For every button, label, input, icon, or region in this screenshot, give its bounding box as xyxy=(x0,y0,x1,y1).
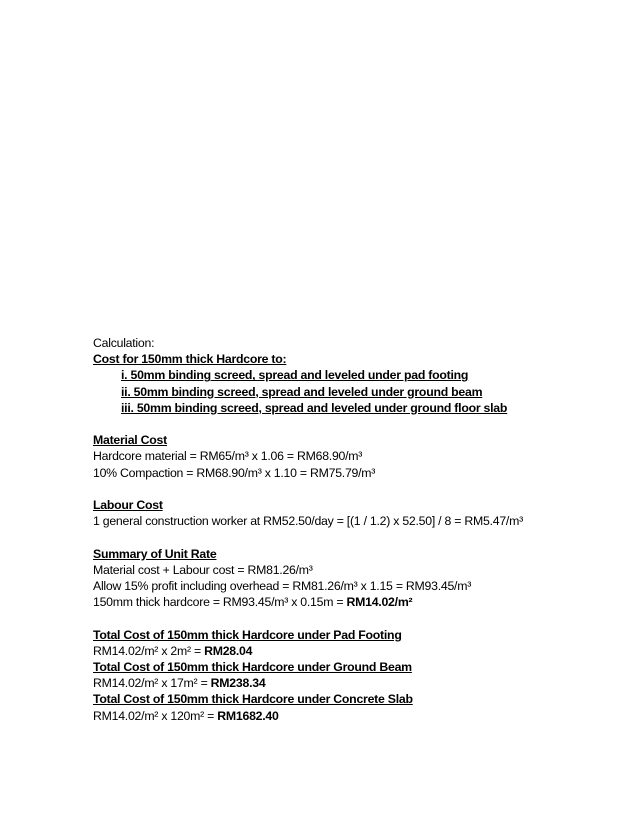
summary-line-3-calc: 150mm thick hardcore = RM93.45/m³ x 0.15m = xyxy=(93,595,347,610)
total-concrete-slab-line xyxy=(93,708,563,724)
total-pad-footing-heading: Total Cost of 150mm thick Hardcore under Pad Footing xyxy=(93,627,402,642)
material-line-2: 10% Compaction = RM68.90/m³ x 1.10 = RM75.79/m³ xyxy=(93,465,376,480)
summary-line-3-result: RM14.02/m² xyxy=(346,595,413,610)
total-pad-footing-result: RM28.04 xyxy=(204,643,253,658)
total-ground-beam-line xyxy=(93,675,563,691)
spacer xyxy=(93,481,563,497)
summary-line-3 xyxy=(93,594,563,610)
material-line-1: Hardcore material = RM65/m³ x 1.06 = RM68.90/m³ xyxy=(93,449,363,464)
labour-line: 1 general construction worker at RM52.50/day = [(1 / 1.2) x 52.50] / 8 = RM5.47/m³ xyxy=(93,514,523,529)
total-pad-footing-calc: RM14.02/m² x 2m² = xyxy=(93,643,205,658)
scope-item-2: ii. 50mm binding screed, spread and leveled under ground beam xyxy=(121,384,483,399)
total-concrete-slab-heading: Total Cost of 150mm thick Hardcore under Concrete Slab xyxy=(93,692,413,707)
summary-heading: Summary of Unit Rate xyxy=(93,546,217,561)
labour-cost-heading: Labour Cost xyxy=(93,498,163,512)
total-concrete-slab-calc: RM14.02/m² x 120m² = xyxy=(93,708,218,723)
total-ground-beam-heading: Total Cost of 150mm thick Hardcore under Ground Beam xyxy=(93,660,412,674)
calculation-section xyxy=(93,335,563,724)
spacer xyxy=(93,610,563,626)
total-ground-beam-result: RM238.34 xyxy=(210,676,266,691)
material-cost-heading: Material Cost xyxy=(93,433,167,448)
scope-item-3: iii. 50mm binding screed, spread and leveled under ground floor slab xyxy=(121,400,508,415)
scope-item-1: i. 50mm binding screed, spread and leveled under pad footing xyxy=(121,368,469,383)
summary-line-1: Material cost + Labour cost = RM81.26/m³ xyxy=(93,562,313,577)
total-ground-beam-calc: RM14.02/m² x 17m² = xyxy=(93,676,211,691)
summary-line-2: Allow 15% profit including overhead = RM81.26/m³ x 1.15 = RM93.45/m³ xyxy=(93,579,472,593)
cost-heading: Cost for 150mm thick Hardcore to: xyxy=(93,352,287,367)
total-concrete-slab-result: RM1682.40 xyxy=(217,708,279,723)
calculation-label: Calculation: xyxy=(93,336,155,350)
total-pad-footing-line xyxy=(93,643,563,659)
spacer xyxy=(93,416,563,432)
spacer xyxy=(93,529,563,545)
